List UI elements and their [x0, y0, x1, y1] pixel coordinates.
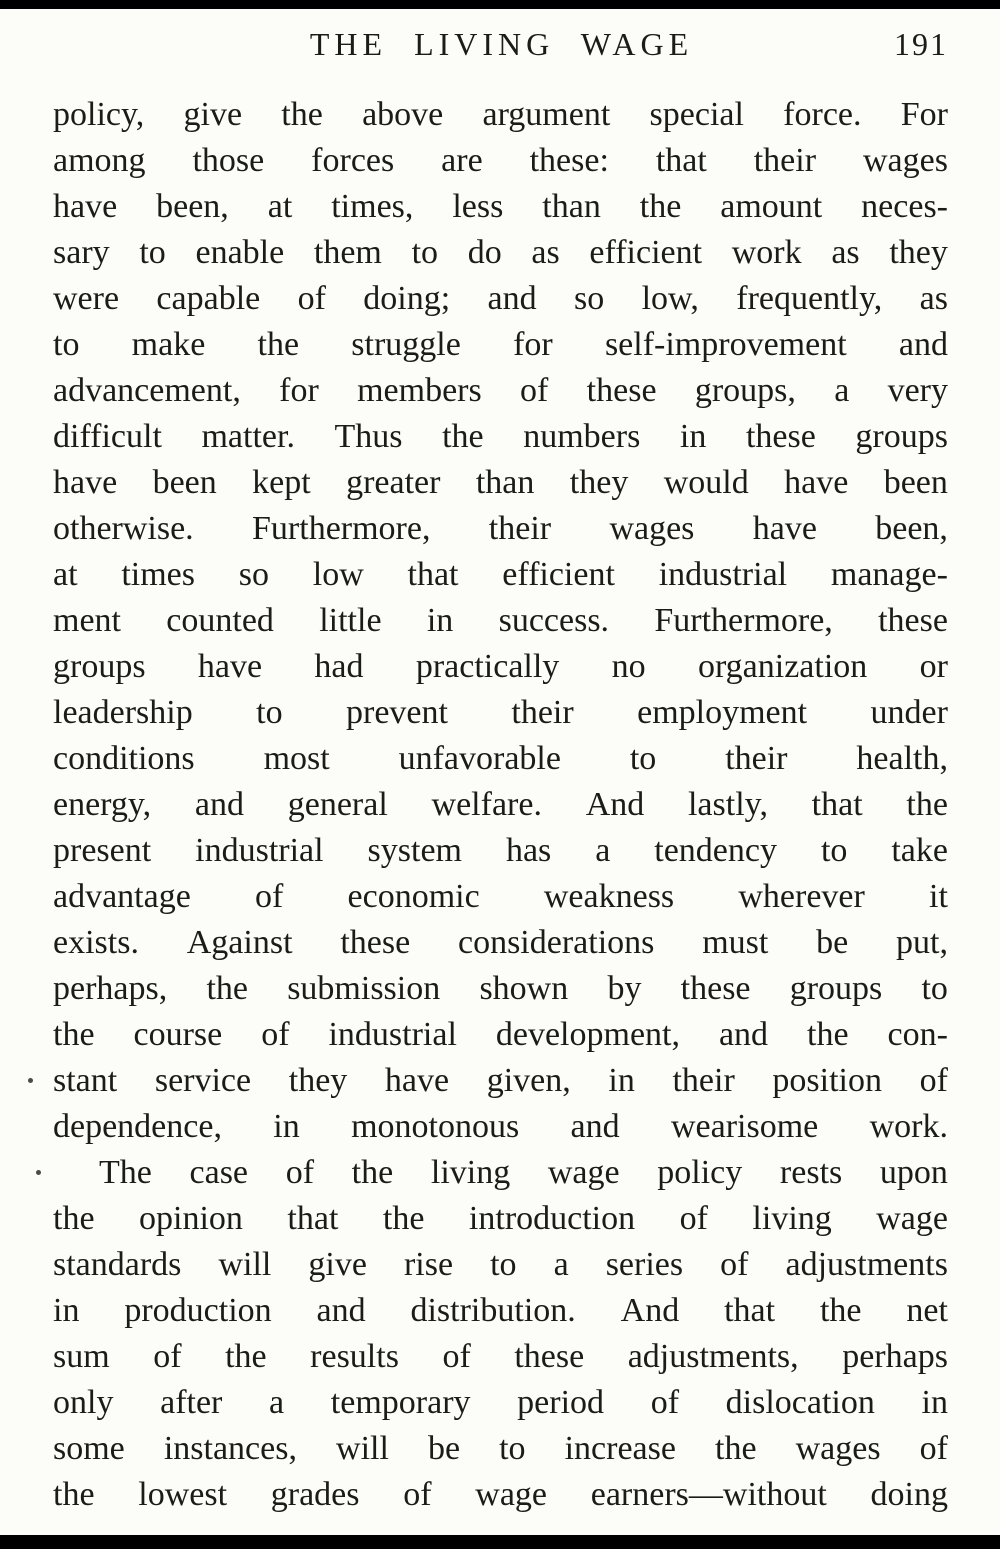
word: frequently, [736, 280, 883, 317]
text-line [53, 276, 948, 322]
word: been, [875, 510, 948, 547]
word: their [753, 142, 817, 179]
text-line [53, 1196, 948, 1242]
text-line [53, 552, 948, 598]
word: rests [779, 1154, 843, 1191]
word: for [513, 326, 553, 363]
word: groups [53, 648, 146, 685]
word: considerations [457, 924, 655, 961]
word: of [403, 1476, 432, 1513]
word: dislocation [725, 1384, 875, 1421]
word: welfare. [431, 786, 542, 823]
word: by [607, 970, 642, 1007]
word: been, [156, 188, 229, 225]
word: otherwise. [53, 510, 194, 547]
word: wage [475, 1476, 548, 1513]
word: exists. [53, 924, 139, 961]
word: will [336, 1430, 389, 1467]
word: make [131, 326, 206, 363]
word: success. [498, 602, 610, 639]
word: doing; [363, 280, 451, 317]
word: living [430, 1154, 511, 1191]
word: rise [403, 1246, 454, 1283]
scan-speck [28, 1078, 33, 1083]
word: above [362, 96, 444, 133]
text-line [53, 966, 948, 1012]
word: of [919, 1062, 948, 1099]
word: have [752, 510, 817, 547]
word: in [53, 1292, 80, 1329]
word: these [745, 418, 816, 455]
word: the [819, 1292, 862, 1329]
word: times [121, 556, 195, 593]
word: a [553, 1246, 569, 1283]
word: than [475, 464, 535, 501]
word: argument [482, 96, 611, 133]
word: to [139, 234, 166, 271]
word: system [367, 832, 462, 869]
word: prevent [346, 694, 448, 731]
word: monotonous [351, 1108, 520, 1145]
word: little [319, 602, 382, 639]
text-line [53, 782, 948, 828]
text-line [53, 1104, 948, 1150]
word: been [883, 464, 948, 501]
word: And [585, 786, 645, 823]
body-text [53, 92, 948, 1518]
text-line [53, 1334, 948, 1380]
word: doing [870, 1476, 948, 1513]
text-line [53, 322, 948, 368]
scan-edge-bottom [0, 1535, 1000, 1549]
word: for [279, 372, 319, 409]
word: con- [887, 1016, 948, 1053]
word: of [679, 1200, 708, 1237]
word: of [520, 372, 549, 409]
word: have [784, 464, 849, 501]
word: adjustments [785, 1246, 948, 1283]
word: energy, [53, 786, 152, 823]
word: development, [495, 1016, 680, 1053]
word: numbers [523, 418, 641, 455]
word: put, [896, 924, 948, 961]
word: difficult [53, 418, 162, 455]
word: them [313, 234, 382, 271]
word: are [441, 142, 483, 179]
word: of [285, 1154, 315, 1191]
word: present [53, 832, 152, 869]
word: has [505, 832, 552, 869]
word: struggle [351, 326, 461, 363]
word: submission [287, 970, 441, 1007]
word: that [724, 1292, 776, 1329]
word: advantage [53, 878, 191, 915]
word: and [570, 1108, 620, 1145]
word: the [53, 1476, 95, 1513]
word: very [887, 372, 948, 409]
word: of [297, 280, 326, 317]
word: sary [53, 234, 110, 271]
word: be [816, 924, 849, 961]
word: neces- [861, 188, 948, 225]
word: adjustments, [627, 1338, 799, 1375]
word: low [312, 556, 364, 593]
text-line [53, 460, 948, 506]
word: And [620, 1292, 680, 1329]
word: introduction [468, 1200, 636, 1237]
word: most [263, 740, 330, 777]
word: take [891, 832, 948, 869]
text-line [53, 1058, 948, 1104]
word: will [218, 1246, 272, 1283]
word: wearisome [670, 1108, 819, 1145]
word: it [929, 878, 948, 915]
word: course [133, 1016, 223, 1053]
text-line [53, 92, 948, 138]
word: that [655, 142, 707, 179]
word: their [725, 740, 788, 777]
word: advancement, [53, 372, 241, 409]
word: Furthermore, [654, 602, 833, 639]
page-header [53, 26, 950, 70]
word: greater [346, 464, 441, 501]
text-line [53, 230, 948, 276]
word: industrial [328, 1016, 457, 1053]
word: general [287, 786, 388, 823]
word: policy [657, 1154, 743, 1191]
word: or [919, 648, 948, 685]
word: under [870, 694, 948, 731]
word: unfavorable [398, 740, 561, 777]
word: to [629, 740, 657, 777]
text-line [53, 414, 948, 460]
word: industrial [195, 832, 324, 869]
word: of [720, 1246, 749, 1283]
word: work [731, 234, 802, 271]
word: The [99, 1154, 152, 1191]
word: these [586, 372, 657, 409]
word: those [192, 142, 265, 179]
word: case [189, 1154, 249, 1191]
word: self-improvement [604, 326, 847, 363]
text-line [53, 690, 948, 736]
word: ment [53, 602, 121, 639]
word: after [160, 1384, 223, 1421]
text-line [53, 736, 948, 782]
word: they [569, 464, 629, 501]
word: that [811, 786, 863, 823]
word: have [53, 188, 118, 225]
word: these [514, 1338, 585, 1375]
word: less [452, 188, 504, 225]
word: to [256, 694, 283, 731]
word: perhaps, [53, 970, 168, 1007]
word: the [225, 1338, 267, 1375]
word: conditions [53, 740, 195, 777]
running-title: THE LIVING WAGE [309, 26, 694, 62]
word: that [407, 556, 459, 593]
text-line [53, 1380, 948, 1426]
paragraph [53, 92, 948, 1150]
word: wages [795, 1430, 881, 1467]
word: industrial [658, 556, 788, 593]
word: kept [252, 464, 311, 501]
word: of [650, 1384, 680, 1421]
word: groups [789, 970, 883, 1007]
word: these: [529, 142, 609, 179]
word: wage [547, 1154, 620, 1191]
text-line [53, 598, 948, 644]
word: their [672, 1062, 735, 1099]
word: that [287, 1200, 339, 1237]
word: opinion [139, 1200, 243, 1237]
word: low, [641, 280, 699, 317]
word: the [906, 786, 948, 823]
word: the [715, 1430, 757, 1467]
word: a [834, 372, 850, 409]
word: temporary [330, 1384, 471, 1421]
text-line [53, 874, 948, 920]
word: the [807, 1016, 849, 1053]
word: were [53, 280, 120, 317]
word: have [197, 648, 263, 685]
word: at [267, 188, 293, 225]
word: Thus [334, 418, 403, 455]
word: health, [856, 740, 948, 777]
scan-speck [36, 1170, 41, 1175]
word: in [921, 1384, 948, 1421]
word: the [206, 970, 248, 1007]
word: living [752, 1200, 832, 1237]
word: times, [331, 188, 414, 225]
text-line [53, 1288, 948, 1334]
word: work. [869, 1108, 948, 1145]
word: have [384, 1062, 450, 1099]
text-line [53, 920, 948, 966]
word: do [467, 234, 502, 271]
word: the [53, 1200, 95, 1237]
word: these [878, 602, 948, 639]
text-line [53, 1472, 948, 1518]
word: no [611, 648, 646, 685]
word: the [351, 1154, 394, 1191]
word: give [308, 1246, 367, 1283]
word: of [261, 1016, 290, 1053]
word: capable [156, 280, 261, 317]
word: the [442, 418, 484, 455]
word: they [889, 234, 948, 271]
word: organization [697, 648, 868, 685]
word: perhaps [842, 1338, 948, 1375]
word: must [702, 924, 769, 961]
word: members [357, 372, 482, 409]
word: standards [53, 1246, 182, 1283]
word: upon [879, 1154, 948, 1191]
word: in [273, 1108, 300, 1145]
word: dependence, [53, 1108, 222, 1145]
word: would [663, 464, 749, 501]
word: stant [53, 1062, 118, 1099]
word: Furthermore, [252, 510, 431, 547]
word: wage [876, 1200, 948, 1237]
word: and [898, 326, 948, 363]
word: service [154, 1062, 252, 1099]
text-line [53, 1150, 948, 1196]
text-line [53, 368, 948, 414]
word: among [53, 142, 146, 179]
word: these [680, 970, 751, 1007]
text-line [53, 1242, 948, 1288]
word: Against [186, 924, 293, 961]
word: to [820, 832, 848, 869]
word: these [340, 924, 411, 961]
word: groups [855, 418, 948, 455]
word: give [183, 96, 243, 133]
word: the [382, 1200, 425, 1237]
scan-edge-top [0, 0, 1000, 9]
word: forces [311, 142, 395, 179]
word: the [53, 1016, 95, 1053]
word: than [542, 188, 601, 225]
word: production [124, 1292, 272, 1329]
word: weakness [543, 878, 675, 915]
word: groups, [694, 372, 796, 409]
word: results [310, 1338, 399, 1375]
word: wherever [738, 878, 865, 915]
word: in [426, 602, 454, 639]
word: the [257, 326, 300, 363]
text-line [53, 1426, 948, 1472]
word: of [255, 878, 284, 915]
word: they [288, 1062, 348, 1099]
word: policy, [53, 96, 145, 133]
word: to [490, 1246, 517, 1283]
word: tendency [654, 832, 777, 869]
word: special [649, 96, 744, 133]
word: employment [637, 694, 808, 731]
word: had [314, 648, 364, 685]
word: a [269, 1384, 285, 1421]
text-line [53, 506, 948, 552]
word: instances, [163, 1430, 297, 1467]
word: shown [479, 970, 569, 1007]
word: lowest [138, 1476, 228, 1513]
word: and [194, 786, 245, 823]
word: of [442, 1338, 471, 1375]
word: wages [862, 142, 948, 179]
word: of [919, 1430, 948, 1467]
word: sum [53, 1338, 110, 1375]
word: their [488, 510, 552, 547]
word: efficient [502, 556, 615, 593]
word: been [152, 464, 217, 501]
word: matter. [201, 418, 295, 455]
word: For [900, 96, 948, 133]
word: and [316, 1292, 366, 1329]
word: the [639, 188, 682, 225]
word: given, [486, 1062, 571, 1099]
page-number: 191 [894, 26, 948, 62]
text-line [53, 644, 948, 690]
word: period [517, 1384, 605, 1421]
word: counted [166, 602, 274, 639]
word: the [281, 96, 323, 133]
word: in [679, 418, 707, 455]
word: their [511, 694, 574, 731]
word: to [921, 970, 948, 1007]
word: at [53, 556, 78, 593]
word: and [718, 1016, 769, 1053]
word: efficient [589, 234, 703, 271]
word: to [53, 326, 80, 363]
text-line [53, 138, 948, 184]
word: as [531, 234, 560, 271]
word: to [499, 1430, 526, 1467]
word: leadership [53, 694, 193, 731]
word: enable [195, 234, 285, 271]
word: amount [720, 188, 823, 225]
word: as [919, 280, 948, 317]
text-line [53, 184, 948, 230]
word: position [772, 1062, 882, 1099]
word: net [906, 1292, 948, 1329]
word: practically [415, 648, 560, 685]
word: economic [347, 878, 480, 915]
word: series [605, 1246, 684, 1283]
word: be [427, 1430, 461, 1467]
word: of [153, 1338, 182, 1375]
word: only [53, 1384, 114, 1421]
word: distribution. [410, 1292, 576, 1329]
word: in [608, 1062, 635, 1099]
word: wages [609, 510, 695, 547]
word: lastly, [687, 786, 768, 823]
word: have [53, 464, 118, 501]
word: manage- [830, 556, 948, 593]
word: increase [564, 1430, 676, 1467]
word: so [238, 556, 269, 593]
word: as [831, 234, 860, 271]
word: a [595, 832, 611, 869]
text-line [53, 828, 948, 874]
word: to [411, 234, 439, 271]
word: grades [270, 1476, 360, 1513]
word: some [53, 1430, 125, 1467]
word: so [574, 280, 605, 317]
word: and [487, 280, 537, 317]
text-line [53, 1012, 948, 1058]
paragraph [53, 1150, 948, 1518]
word: force. [783, 96, 862, 133]
word: earners—without [590, 1476, 827, 1513]
